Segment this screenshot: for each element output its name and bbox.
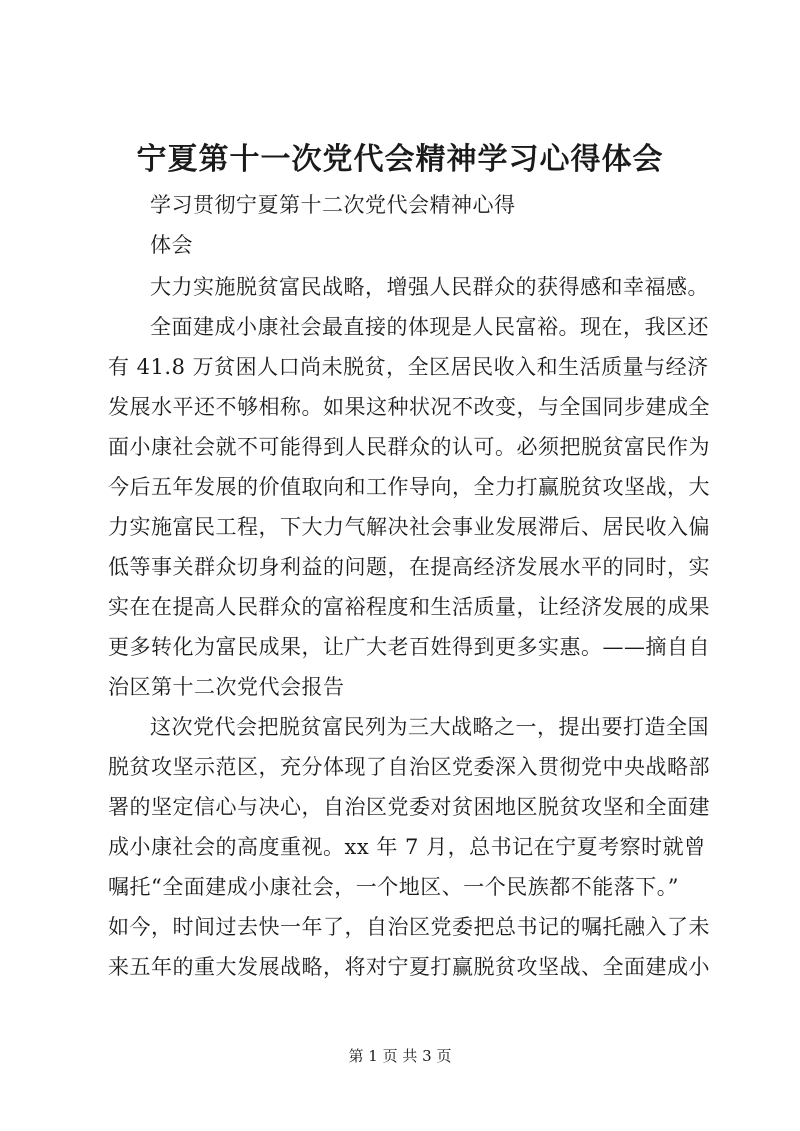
paragraph-line: 实在在提高人民群众的富裕程度和生活质量，让经济发展的成果 bbox=[108, 595, 710, 619]
paragraph-line: 嘱托“全面建成小康社会，一个地区、一个民族都不能落下。” bbox=[108, 875, 679, 899]
section-heading: 大力实施脱贫富民战略，增强人民群众的获得感和幸福感。 bbox=[150, 275, 709, 299]
paragraph-line: 更多转化为富民成果，让广大老百姓得到更多实惠。——摘自自 bbox=[108, 635, 710, 659]
paragraph-line: 全面建成小康社会最直接的体现是人民富裕。现在，我区还 bbox=[150, 315, 709, 339]
paragraph-line: 今后五年发展的价值取向和工作导向，全力打赢脱贫攻坚战，大 bbox=[108, 475, 710, 499]
paragraph-line: 低等事关群众切身利益的问题，在提高经济发展水平的同时，实 bbox=[108, 555, 710, 579]
subtitle-line-2: 体会 bbox=[150, 233, 193, 257]
paragraph-line: 面小康社会就不可能得到人民群众的认可。必须把脱贫富民作为 bbox=[108, 435, 710, 459]
paragraph-line: 署的坚定信心与决心，自治区党委对贫困地区脱贫攻坚和全面建 bbox=[108, 795, 710, 819]
paragraph-line: 治区第十二次党代会报告 bbox=[108, 675, 345, 699]
paragraph-line: 力实施富民工程，下大力气解决社会事业发展滞后、居民收入偏 bbox=[108, 515, 710, 539]
paragraph-line: 如今，时间过去快一年了，自治区党委把总书记的嘱托融入了未 bbox=[108, 915, 710, 939]
paragraph-line: 来五年的重大发展战略，将对宁夏打赢脱贫攻坚战、全面建成小 bbox=[108, 955, 710, 979]
paragraph-line: 有 41.8 万贫困人口尚未脱贫，全区居民收入和生活质量与经济 bbox=[108, 355, 709, 379]
document-title: 宁夏第十一次党代会精神学习心得体会 bbox=[136, 142, 664, 177]
page-footer: 第 1 页 共 3 页 bbox=[348, 1047, 452, 1065]
subtitle-line-1: 学习贯彻宁夏第十二次党代会精神心得 bbox=[150, 193, 516, 217]
paragraph-line: 发展水平还不够相称。如果这种状况不改变，与全国同步建成全 bbox=[108, 395, 710, 419]
paragraph-line: 成小康社会的高度重视。xx 年 7 月，总书记在宁夏考察时就曾 bbox=[108, 835, 706, 859]
paragraph-line: 这次党代会把脱贫富民列为三大战略之一，提出要打造全国 bbox=[150, 715, 709, 739]
paragraph-line: 脱贫攻坚示范区，充分体现了自治区党委深入贯彻党中央战略部 bbox=[108, 755, 710, 779]
